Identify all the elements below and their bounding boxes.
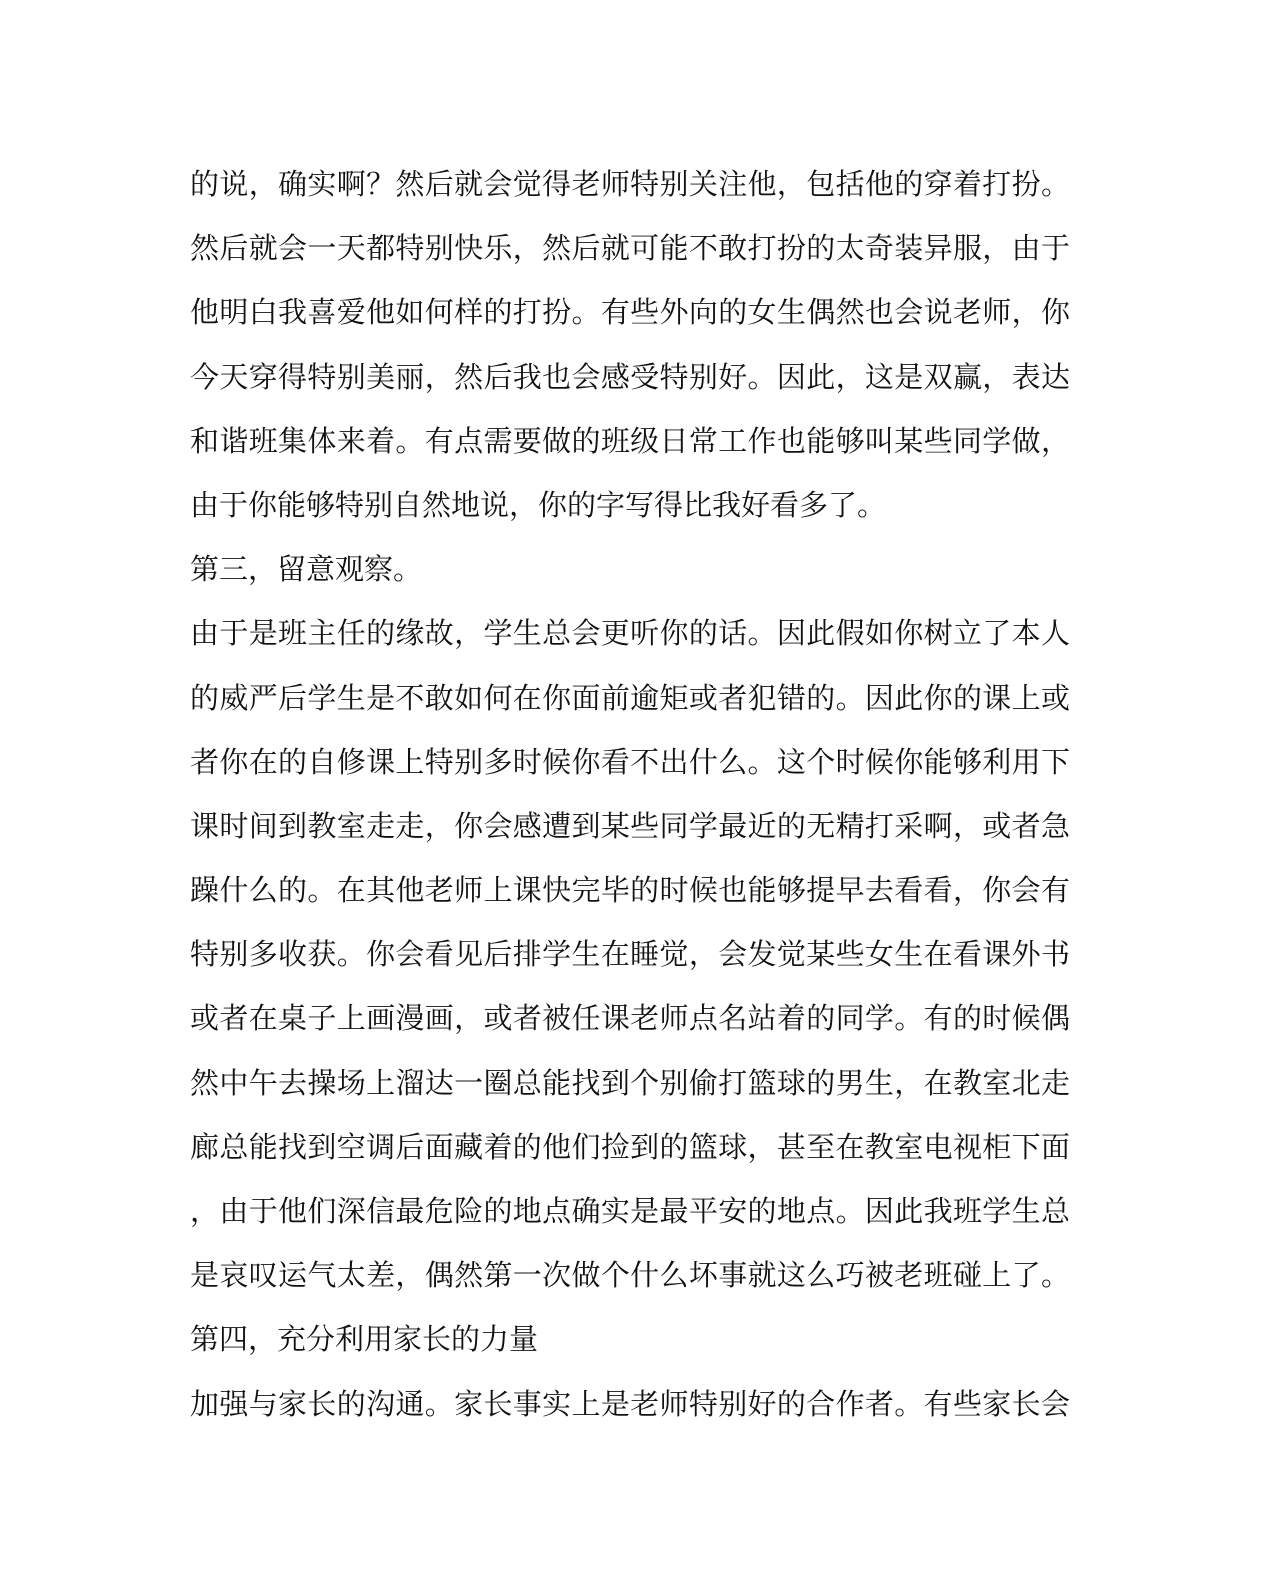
text-line: 第四，充分利用家长的力量 <box>190 1322 539 1357</box>
text-line: 是哀叹运气太差，偶然第一次做个什么坏事就这么巧被老班碰上了。 <box>190 1258 1070 1293</box>
text-line: 第三，留意观察。 <box>190 552 423 587</box>
text-line: 者你在的自修课上特别多时候你看不出什么。这个时候你能够利用下 <box>190 744 1070 779</box>
text-line: 加强与家长的沟通。家长事实上是老师特别好的合作者。有些家长会 <box>190 1386 1070 1421</box>
text-line: 课时间到教室走走，你会感遭到某些同学最近的无精打采啊，或者急 <box>190 808 1070 843</box>
text-line: 由于是班主任的缘故，学生总会更听你的话。因此假如你树立了本人 <box>190 616 1070 651</box>
text-line: 或者在桌子上画漫画，或者被任课老师点名站着的同学。有的时候偶 <box>190 1001 1070 1036</box>
text-line: ，由于他们深信最危险的地点确实是最平安的地点。因此我班学生总 <box>190 1194 1070 1228</box>
text-line: 由于你能够特别自然地说，你的字写得比我好看多了。 <box>190 487 887 522</box>
text-line: 特别多收获。你会看见后排学生在睡觉，会发觉某些女生在看课外书 <box>190 937 1070 972</box>
text-line: 躁什么的。在其他老师上课快完毕的时候也能够提早去看看，你会有 <box>190 873 1070 908</box>
text-line: 今天穿得特别美丽，然后我也会感受特别好。因此，这是双赢，表达 <box>190 359 1070 394</box>
text-line: 的威严后学生是不敢如何在你面前逾矩或者犯错的。因此你的课上或 <box>190 680 1070 715</box>
text-line: 他明白我喜爱他如何样的打扮。有些外向的女生偶然也会说老师，你 <box>190 295 1070 330</box>
text-line: 廊总能找到空调后面藏着的他们捡到的篮球，甚至在教室电视柜下面 <box>190 1129 1070 1164</box>
text-line: 然中午去操场上溜达一圈总能找到个别偷打篮球的男生，在教室北走 <box>190 1065 1070 1100</box>
text-line: 然后就会一天都特别快乐，然后就可能不敢打扮的太奇装异服，由于 <box>190 231 1070 266</box>
document-body <box>190 152 1070 1436</box>
text-line: 和谐班集体来着。有点需要做的班级日常工作也能够叫某些同学做， <box>190 423 1070 458</box>
text-line: 的说，确实啊？然后就会觉得老师特别关注他，包括他的穿着打扮。 <box>190 167 1070 201</box>
